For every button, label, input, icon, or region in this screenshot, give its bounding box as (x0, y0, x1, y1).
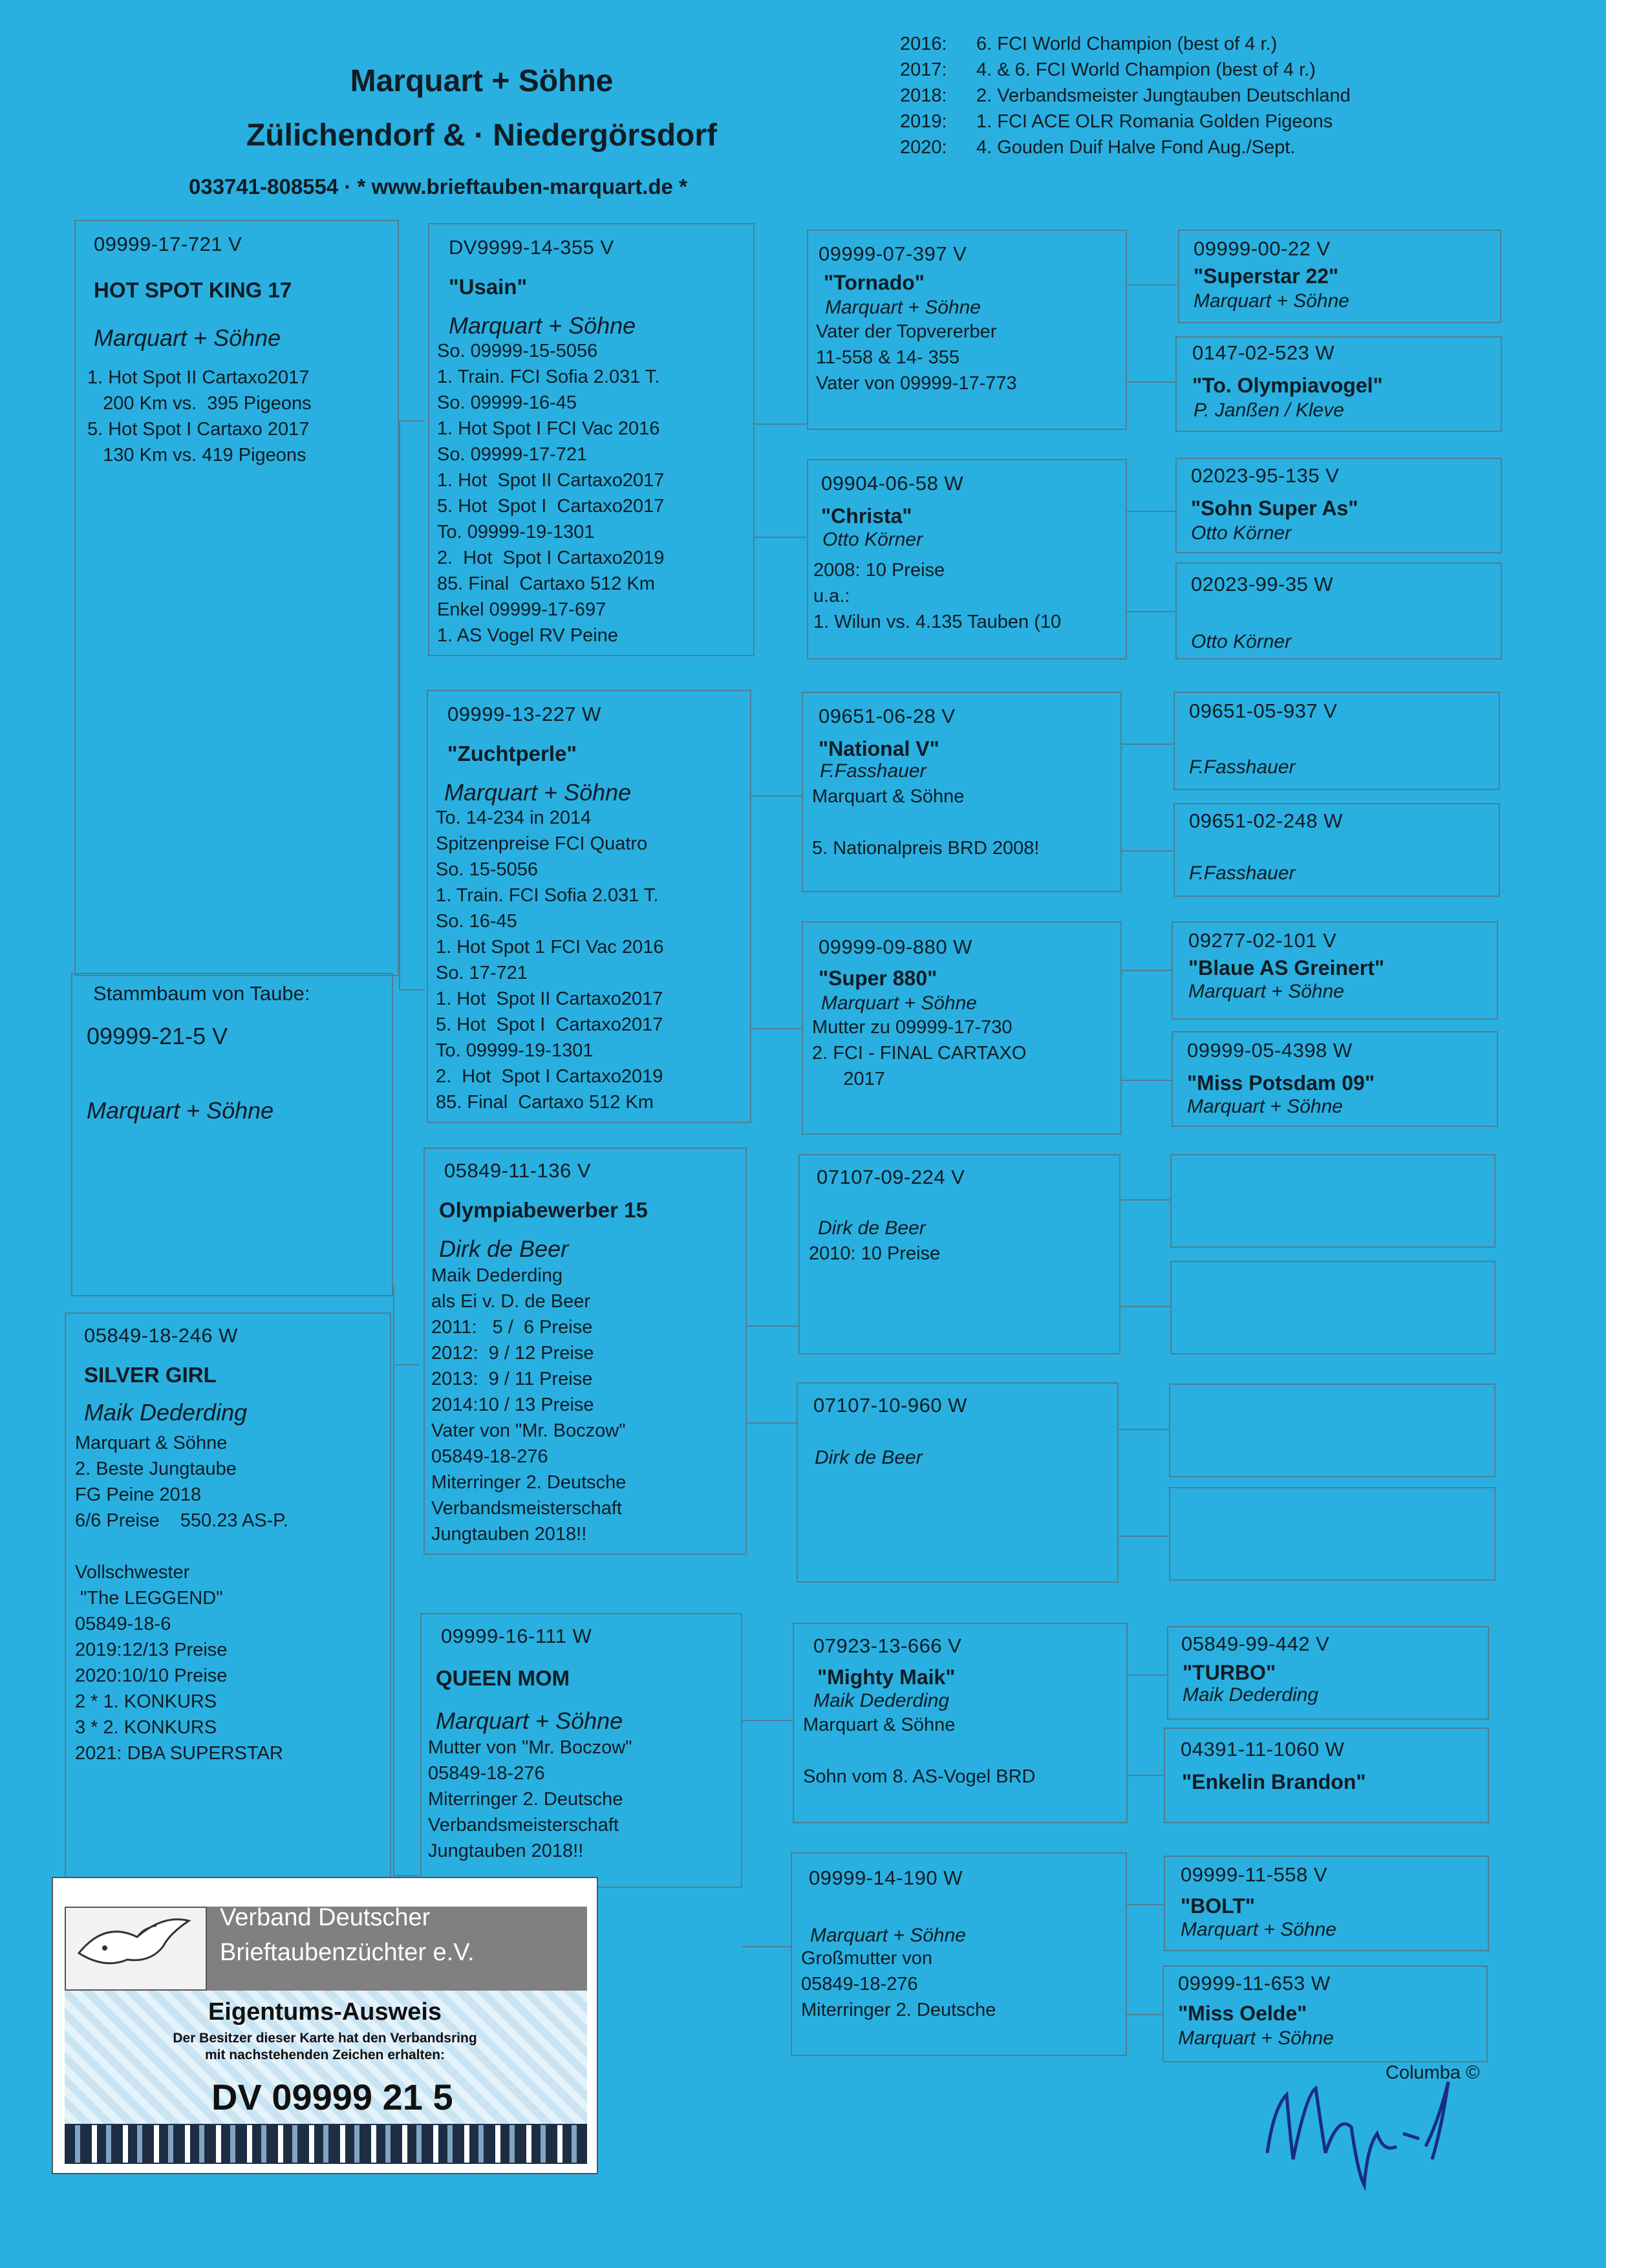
grandparent-note: 2014:10 / 13 Preise (431, 1395, 594, 1415)
grandparent-breeder: Dirk de Beer (439, 1236, 569, 1262)
breeder-location: Zülichendorf & · Niedergörsdorf (246, 118, 717, 153)
subject-ring: 09999-21-5 V (87, 1023, 228, 1049)
ancestor-box (1175, 458, 1502, 553)
dam-note: FG Peine 2018 (75, 1484, 202, 1505)
great-grandparent-box (798, 1154, 1120, 1354)
great-grandparent-note: 1. Wilun vs. 4.135 Tauben (10 (813, 612, 1062, 632)
achievement-text: 1. FCI ACE OLR Romania Golden Pigeons (976, 111, 1333, 132)
grandparent-box (428, 223, 755, 656)
grandparent-note: 2. Hot Spot I Cartaxo2019 (436, 1066, 663, 1087)
ancestor-breeder: Marquart + Söhne (1194, 290, 1349, 312)
grandparent-note: 85. Final Cartaxo 512 Km (436, 1092, 654, 1113)
card-title: Eigentums-Ausweis (208, 1998, 442, 2026)
great-grandparent-note: 5. Nationalpreis BRD 2008! (812, 838, 1040, 859)
ancestor-box-empty (1169, 1384, 1495, 1477)
grandparent-breeder: Marquart + Söhne (444, 779, 632, 806)
grandparent-ring: 09999-13-227 W (447, 703, 601, 725)
ancestor-box (1175, 562, 1502, 659)
great-grandparent-note: u.a.: (813, 586, 850, 606)
ancestor-ring: 09277-02-101 V (1188, 929, 1337, 952)
great-grandparent-breeder: Marquart + Söhne (825, 297, 981, 318)
sire-note: 130 Km vs. 419 Pigeons (87, 445, 306, 465)
pigeon-logo-icon (65, 1907, 207, 1991)
great-grandparent-breeder: Marquart + Söhne (821, 992, 977, 1014)
grandparent-box (427, 690, 751, 1123)
ancestor-box (1167, 1626, 1489, 1720)
great-grandparent-note: 11-558 & 14- 355 (816, 347, 959, 368)
great-grandparent-note: Miterringer 2. Deutsche (801, 2000, 996, 2020)
ancestor-ring: 09999-05-4398 W (1187, 1039, 1353, 1062)
great-grandparent-note: 2010: 10 Preise (809, 1243, 941, 1264)
sire-name: HOT SPOT KING 17 (94, 278, 292, 302)
achievement-year: 2018: (900, 85, 947, 106)
ancestor-name: "BOLT" (1181, 1894, 1256, 1918)
ancestor-box (1164, 1728, 1489, 1823)
grandparent-note: als Ei v. D. de Beer (431, 1291, 591, 1312)
grandparent-note: To. 09999-19-1301 (437, 522, 595, 542)
ancestor-ring: 09651-02-248 W (1189, 809, 1343, 832)
dam-name: SILVER GIRL (84, 1363, 217, 1387)
dam-breeder: Maik Dederding (84, 1399, 248, 1426)
grandparent-note: Jungtauben 2018!! (431, 1524, 587, 1545)
grandparent-note: Enkel 09999-17-697 (437, 599, 606, 620)
grandparent-note: 05849-18-276 (431, 1446, 548, 1467)
ancestor-box (1172, 921, 1498, 1020)
great-grandparent-name: "Tornado" (824, 271, 925, 294)
great-grandparent-ring: 09904-06-58 W (821, 472, 964, 495)
grandparent-note: 1. Hot Spot II Cartaxo2017 (437, 470, 665, 491)
achievement-text: 4. Gouden Duif Halve Fond Aug./Sept. (976, 137, 1296, 158)
grandparent-note: To. 14-234 in 2014 (436, 808, 592, 828)
great-grandparent-name: "National V" (819, 737, 939, 760)
signature-mark (1254, 2056, 1487, 2205)
achievement-text: 6. FCI World Champion (best of 4 r.) (976, 34, 1278, 54)
sire-note: 200 Km vs. 395 Pigeons (87, 393, 312, 414)
ancestor-box (1175, 336, 1502, 432)
grandparent-note: 5. Hot Spot I Cartaxo2017 (436, 1014, 663, 1035)
grandparent-box (423, 1148, 747, 1555)
ancestor-box (1173, 692, 1500, 790)
ancestor-box (1162, 1965, 1488, 2062)
grandparent-name: Olympiabewerber 15 (439, 1198, 648, 1222)
dam-note: 2020:10/10 Preise (75, 1665, 228, 1686)
grandparent-note: So. 17-721 (436, 963, 528, 983)
subject-box (71, 973, 393, 1296)
grandparent-name: "Usain" (449, 275, 528, 299)
ancestor-box (1172, 1031, 1498, 1127)
ancestor-name: "Miss Potsdam 09" (1187, 1071, 1375, 1095)
achievement-year: 2017: (900, 59, 947, 80)
great-grandparent-ring: 09999-14-190 W (809, 1867, 963, 1889)
ancestor-ring: 02023-99-35 W (1191, 573, 1334, 595)
great-grandparent-note: 2017 (812, 1069, 885, 1089)
great-grandparent-breeder: Marquart + Söhne (810, 1925, 966, 1946)
grandparent-note: Verbandsmeisterschaft (431, 1498, 622, 1519)
dam-note: 05849-18-6 (75, 1614, 171, 1634)
dam-note: 3 * 2. KONKURS (75, 1717, 217, 1738)
dam-note: 6/6 Preise 550.23 AS-P. (75, 1510, 288, 1531)
subject-breeder: Marquart + Söhne (87, 1097, 274, 1124)
ancestor-breeder: F.Fasshauer (1189, 862, 1296, 884)
great-grandparent-box (802, 921, 1122, 1135)
ancestor-breeder: Otto Körner (1191, 522, 1292, 544)
ancestor-ring: 0147-02-523 W (1192, 341, 1335, 364)
great-grandparent-note: Vater von 09999-17-773 (816, 373, 1017, 394)
ancestor-breeder: Marquart + Söhne (1187, 1096, 1343, 1117)
grandparent-note: Verbandsmeisterschaft (428, 1815, 619, 1835)
dam-note: Vollschwester (75, 1562, 190, 1583)
ancestor-name: "Blaue AS Greinert" (1188, 956, 1385, 979)
grandparent-note: So. 09999-17-721 (437, 444, 588, 465)
great-grandparent-box (807, 230, 1127, 430)
ancestor-ring: 02023-95-135 V (1191, 464, 1340, 487)
breeder-title: Marquart + Söhne (350, 64, 614, 98)
great-grandparent-note: Vater der Topvererber (816, 321, 997, 342)
great-grandparent-note: Marquart & Söhne (812, 786, 965, 807)
dam-note: 2021: DBA SUPERSTAR (75, 1743, 283, 1764)
grandparent-box (420, 1613, 742, 1888)
ancestor-ring: 04391-11-1060 W (1181, 1738, 1345, 1760)
card-border-pattern (65, 2124, 587, 2164)
card-text-2: mit nachstehenden Zeichen erhalten: (204, 2048, 445, 2062)
grandparent-note: 1. Train. FCI Sofia 2.031 T. (436, 885, 659, 906)
great-grandparent-box (797, 1382, 1119, 1583)
ancestor-name: "Miss Oelde" (1178, 2002, 1307, 2025)
dam-box (65, 1312, 391, 1881)
breeder-contact: 033741-808554 · * www.brieftauben-marquart.de * (189, 175, 687, 198)
great-grandparent-breeder: Otto Körner (822, 529, 923, 550)
ancestor-ring: 05849-99-442 V (1181, 1632, 1330, 1655)
great-grandparent-ring: 07107-10-960 W (813, 1394, 967, 1417)
great-grandparent-name: "Super 880" (819, 967, 938, 990)
grandparent-ring: 09999-16-111 W (441, 1625, 592, 1647)
great-grandparent-note: Sohn vom 8. AS-Vogel BRD (803, 1766, 1036, 1787)
great-grandparent-breeder: Dirk de Beer (815, 1447, 923, 1468)
ancestor-name: "Sohn Super As" (1191, 497, 1358, 520)
dam-note: 2. Beste Jungtaube (75, 1459, 237, 1479)
dam-ring: 05849-18-246 W (84, 1324, 238, 1347)
grandparent-note: 2012: 9 / 12 Preise (431, 1343, 594, 1364)
great-grandparent-breeder: Maik Dederding (813, 1690, 950, 1711)
ancestor-breeder: Marquart + Söhne (1181, 1919, 1336, 1940)
great-grandparent-box (807, 459, 1127, 659)
ancestor-breeder: Otto Körner (1191, 631, 1292, 652)
grandparent-ring: DV9999-14-355 V (449, 236, 614, 259)
ancestor-name: "TURBO" (1183, 1661, 1276, 1684)
columba-brand: Columba © (1386, 2062, 1480, 2083)
ancestor-ring: 09999-11-653 W (1178, 1972, 1331, 1995)
grandparent-ring: 05849-11-136 V (444, 1159, 592, 1182)
grandparent-note: 1. Train. FCI Sofia 2.031 T. (437, 367, 660, 387)
sire-note: 5. Hot Spot I Cartaxo 2017 (87, 419, 310, 440)
grandparent-note: So. 09999-16-45 (437, 392, 577, 413)
grandparent-note: 2. Hot Spot I Cartaxo2019 (437, 548, 665, 568)
grandparent-note: 1. Hot Spot I FCI Vac 2016 (437, 418, 660, 439)
card-text-1: Der Besitzer dieser Karte hat den Verbandsring (173, 2031, 477, 2046)
great-grandparent-breeder: F.Fasshauer (820, 760, 927, 782)
dam-note: Marquart & Söhne (75, 1433, 228, 1453)
ancestor-box-empty (1170, 1154, 1495, 1248)
great-grandparent-name: "Christa" (821, 504, 912, 528)
grandparent-note: To. 09999-19-1301 (436, 1040, 594, 1061)
achievement-text: 4. & 6. FCI World Champion (best of 4 r.) (976, 59, 1316, 80)
great-grandparent-ring: 09999-07-397 V (819, 242, 967, 265)
grandparent-note: 5. Hot Spot I Cartaxo2017 (437, 496, 665, 517)
scan-margin (1606, 0, 1650, 2268)
achievement-year: 2016: (900, 34, 947, 54)
subject-label: Stammbaum von Taube: (93, 982, 310, 1005)
ancestor-name: "To. Olympiavogel" (1192, 374, 1383, 397)
great-grandparent-note: Großmutter von (801, 1948, 933, 1969)
great-grandparent-ring: 07923-13-666 V (813, 1634, 962, 1657)
ancestor-ring: 09999-11-558 V (1181, 1863, 1328, 1886)
grandparent-note: Jungtauben 2018!! (428, 1841, 584, 1861)
sire-box (74, 220, 399, 976)
grandparent-note: So. 09999-15-5056 (437, 341, 598, 361)
ancestor-breeder: P. Janßen / Kleve (1194, 400, 1344, 421)
great-grandparent-note: 2. FCI - FINAL CARTAXO (812, 1043, 1027, 1064)
great-grandparent-name: "Mighty Maik" (817, 1665, 956, 1689)
dam-note: 2019:12/13 Preise (75, 1640, 228, 1660)
grandparent-note: Spitzenpreise FCI Quatro (436, 833, 648, 854)
great-grandparent-note: 05849-18-276 (801, 1974, 918, 1995)
ownership-card (52, 1877, 598, 2174)
sire-breeder: Marquart + Söhne (94, 325, 281, 351)
ancestor-box (1164, 1856, 1489, 1951)
ancestor-box-empty (1170, 1261, 1495, 1354)
dam-note: 2 * 1. KONKURS (75, 1691, 217, 1712)
great-grandparent-box (802, 692, 1122, 892)
grandparent-note: 1. AS Vogel RV Peine (437, 625, 619, 646)
great-grandparent-note: 2008: 10 Preise (813, 560, 945, 581)
ancestor-breeder: Marquart + Söhne (1178, 2027, 1334, 2049)
ancestor-box (1173, 803, 1500, 897)
great-grandparent-note: Marquart & Söhne (803, 1715, 956, 1735)
card-org-line2: Brieftaubenzüchter e.V. (220, 1939, 475, 1966)
grandparent-note: 1. Hot Spot II Cartaxo2017 (436, 989, 663, 1009)
grandparent-note: Maik Dederding (431, 1265, 563, 1286)
great-grandparent-breeder: Dirk de Beer (818, 1217, 926, 1239)
grandparent-note: Vater von "Mr. Boczow" (431, 1420, 626, 1441)
grandparent-note: 2011: 5 / 6 Preise (431, 1317, 593, 1338)
grandparent-note: So. 16-45 (436, 911, 517, 932)
great-grandparent-ring: 09999-09-880 W (819, 936, 972, 958)
grandparent-breeder: Marquart + Söhne (436, 1707, 623, 1734)
grandparent-note: So. 15-5056 (436, 859, 539, 880)
great-grandparent-note: Mutter zu 09999-17-730 (812, 1017, 1012, 1038)
great-grandparent-ring: 07107-09-224 V (817, 1166, 965, 1188)
ancestor-breeder: F.Fasshauer (1189, 756, 1296, 778)
grandparent-note: 1. Hot Spot 1 FCI Vac 2016 (436, 937, 664, 957)
dam-note: "The LEGGEND" (75, 1588, 223, 1609)
grandparent-note: 85. Final Cartaxo 512 Km (437, 573, 655, 594)
ancestor-box-empty (1169, 1487, 1495, 1581)
grandparent-note: Mutter von "Mr. Boczow" (428, 1737, 632, 1758)
ancestor-box (1178, 230, 1501, 323)
sire-note: 1. Hot Spot II Cartaxo2017 (87, 367, 310, 388)
ancestor-ring: 09651-05-937 V (1189, 700, 1338, 722)
ancestor-name: "Enkelin Brandon" (1182, 1770, 1366, 1793)
great-grandparent-ring: 09651-06-28 V (819, 705, 956, 727)
achievement-year: 2019: (900, 111, 947, 132)
grandparent-note: 2013: 9 / 11 Preise (431, 1369, 593, 1389)
grandparent-name: "Zuchtperle" (447, 742, 577, 765)
grandparent-note: Miterringer 2. Deutsche (431, 1472, 627, 1493)
card-org-line1: Verband Deutscher (220, 1904, 431, 1931)
ancestor-breeder: Marquart + Söhne (1188, 981, 1344, 1002)
achievement-text: 2. Verbandsmeister Jungtauben Deutschland (976, 85, 1351, 106)
great-grandparent-box (793, 1623, 1128, 1823)
grandparent-name: QUEEN MOM (436, 1666, 570, 1690)
grandparent-breeder: Marquart + Söhne (449, 312, 636, 339)
ancestor-breeder: Maik Dederding (1183, 1684, 1319, 1706)
ancestor-name: "Superstar 22" (1194, 264, 1339, 288)
grandparent-note: Miterringer 2. Deutsche (428, 1789, 623, 1810)
sire-ring: 09999-17-721 V (94, 233, 242, 255)
grandparent-note: 05849-18-276 (428, 1763, 545, 1784)
great-grandparent-box (791, 1852, 1127, 2056)
achievement-year: 2020: (900, 137, 947, 158)
card-ring-number: DV 09999 21 5 (211, 2077, 453, 2117)
ancestor-ring: 09999-00-22 V (1194, 237, 1331, 260)
